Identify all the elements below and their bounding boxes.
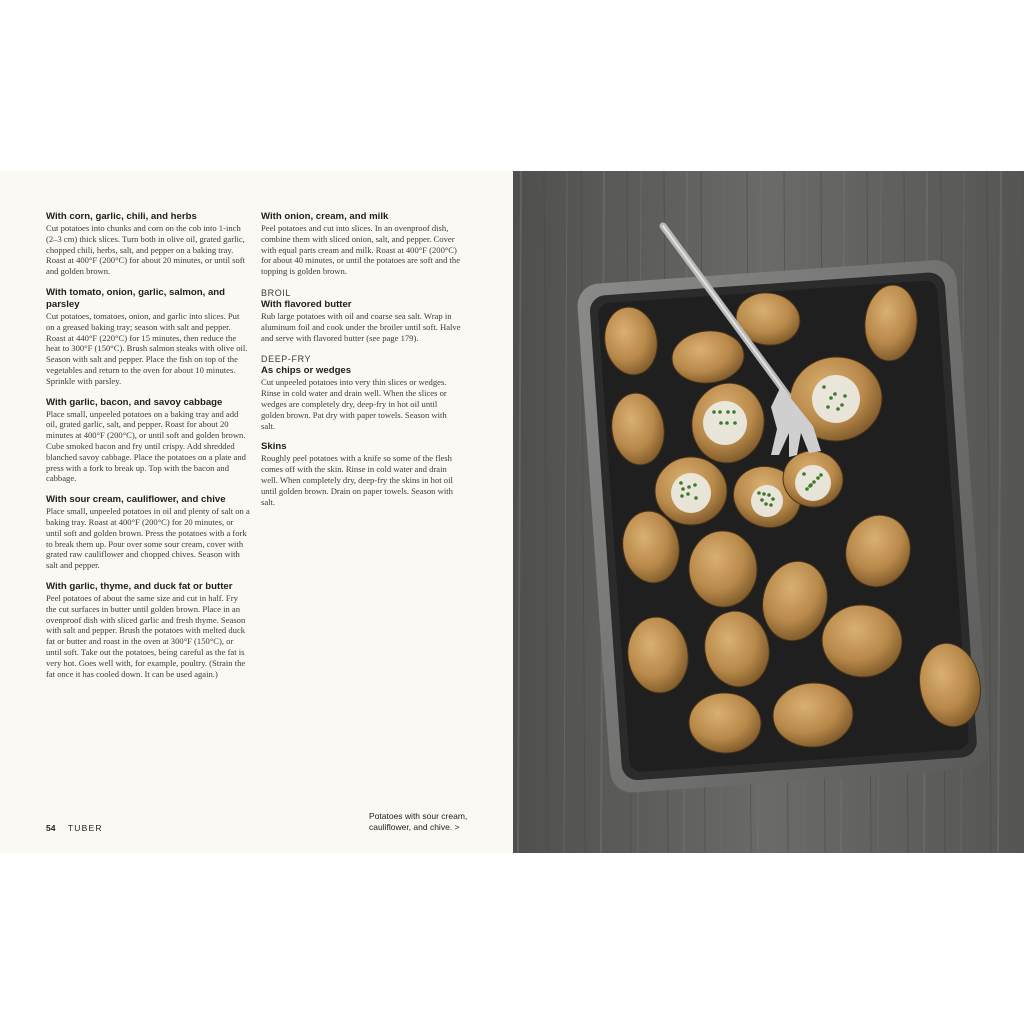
recipe-instructions: Place small, unpeeled potatoes on a baking tray and add oil, grated garlic, salt, and pepper. Roast for about 20 minutes at 400°F (200°C), or until soft and golden brown. Cube smoked bacon and fry until crispy. Add shredded blanched savoy cabbage. Place the potatoes on a plate and press with a fork to break up. Top with the bacon and cabbage. (46, 408, 246, 484)
recipe-title: With sour cream, cauliflower, and chive (46, 494, 226, 506)
recipe-instructions: Cut unpeeled potatoes into very thin slices or wedges. Rinse in cold water and drain well. When the slices or wedges are completely dry, deep-fry in hot oil until golden brown. Pat dry with paper towels. Season with salt. (261, 377, 447, 431)
recipe-block (261, 353, 461, 431)
chive-piece (687, 485, 691, 489)
page-number: 54 (46, 823, 56, 833)
chive-piece (732, 410, 736, 414)
chive-piece (681, 487, 685, 491)
chive-piece (760, 498, 764, 502)
sour-cream-topping (703, 401, 747, 445)
chive-piece (719, 421, 723, 425)
sour-cream-topping (671, 473, 711, 513)
recipe-block (46, 287, 250, 387)
chive-piece (836, 407, 840, 411)
chive-piece (725, 421, 729, 425)
recipe-instructions: Peel potatoes of about the same size and cut in half. Fry the cut surfaces in butter until golden brown. Place in an ovenproof dish with sliced garlic and fresh thyme. Season with salt and pepper. Brush the potatoes with melted duck fat or butter and roast in the oven at 300°F (150°C), or until soft. Take out the potatoes, being careful as the fat is very hot. Goes well with, for example, poultry. (Strain the fat once it has cooled down. It can be used again.) (46, 592, 246, 679)
recipe-title: With onion, cream, and milk (261, 211, 389, 222)
cooking-method-label: BROIL (261, 287, 292, 298)
chive-piece (843, 394, 847, 398)
chive-piece (757, 491, 761, 495)
chive-piece (840, 403, 844, 407)
recipe-block (261, 441, 461, 507)
recipe-instructions: Cut potatoes into chunks and corn on the cob into 1-inch (2–3 cm) thick slices. Turn both in olive oil, grated garlic, chopped chili, herbs, salt, and pepper on a baking tray. Roast at 400°F (200°C) for about 20 minutes, or until soft and golden brown. (46, 223, 246, 277)
cooking-method-label: DEEP-FRY (261, 354, 312, 365)
chive-piece (726, 410, 730, 414)
right-page-photo (513, 171, 1024, 853)
recipe-title: With tomato, onion, garlic, salmon, and parsley (46, 286, 226, 310)
photo-caption: Potatoes with sour cream, cauliflower, and chive. > (369, 811, 468, 832)
recipe-block (46, 211, 250, 277)
chive-piece (769, 503, 773, 507)
section-name: TUBER (67, 823, 103, 833)
recipe-block (46, 397, 250, 485)
sour-cream-topping (751, 485, 783, 517)
chive-piece (733, 421, 737, 425)
recipe-block (261, 287, 461, 343)
chive-piece (764, 502, 768, 506)
chive-piece (762, 492, 766, 496)
recipe-instructions: Peel potatoes and cut into slices. In an ovenproof dish, combine them with sliced onion, salt, and pepper. Cover with equal parts cream and milk. Roast at 400°F (200°C) for about 40 minutes, or until the potatoes are soft and the topping is golden brown. (261, 223, 461, 277)
chive-piece (805, 487, 809, 491)
chive-piece (822, 385, 826, 389)
recipe-block (46, 494, 250, 571)
chive-piece (819, 473, 823, 477)
column-1 (46, 211, 250, 689)
chive-piece (679, 481, 683, 485)
chive-piece (718, 410, 722, 414)
recipe-block (46, 581, 250, 679)
recipe-title: With garlic, bacon, and savoy cabbage (46, 396, 223, 408)
column-2 (261, 211, 461, 517)
recipe-block (261, 211, 461, 277)
chive-piece (680, 494, 684, 498)
recipe-title: With flavored butter (261, 298, 352, 310)
chive-piece (693, 483, 697, 487)
chive-piece (833, 392, 837, 396)
recipe-title: With garlic, thyme, and duck fat or butter (46, 580, 233, 592)
recipe-title: As chips or wedges (261, 365, 352, 377)
chive-piece (812, 480, 816, 484)
chive-piece (694, 496, 698, 500)
recipe-title: With corn, garlic, chili, and herbs (46, 211, 197, 222)
recipe-instructions: Roughly peel potatoes with a knife so some of the flesh comes off with the skin. Rinse in cold water and drain well. When completely dry, deep-fry the skins in hot oil until golden brown. Drain on paper towels. Season with salt. (261, 453, 453, 507)
book-spread (0, 171, 1024, 853)
chive-piece (802, 472, 806, 476)
recipe-title: Skins (261, 441, 287, 453)
chive-piece (816, 476, 820, 480)
left-page (0, 171, 513, 853)
chive-piece (686, 492, 690, 496)
sour-cream-topping (812, 375, 860, 423)
chive-piece (808, 484, 812, 488)
chive-piece (829, 396, 833, 400)
page-footer (46, 823, 103, 833)
chive-piece (767, 493, 771, 497)
recipe-instructions: Rub large potatoes with oil and coarse sea salt. Wrap in aluminum foil and cook under the broiler until soft. Halve and serve with flavored butter (see page 179). (261, 310, 461, 343)
chive-piece (712, 410, 716, 414)
recipe-instructions: Place small, unpeeled potatoes in oil and plenty of salt on a baking tray. Roast at 400°F (200°C) for 20 minutes, or until soft and golden brown. Press the potatoes with a fork to break them up. Pour over some sour cream, cover with grated raw cauliflower and chopped chives. Season with salt and pepper. (46, 506, 250, 571)
potatoes-photo (513, 171, 1024, 853)
chive-piece (826, 405, 830, 409)
recipe-instructions: Cut potatoes, tomatoes, onion, and garlic into slices. Put on a greased baking tray; season with salt and pepper. Roast at 440°F (220°C) for 15 minutes, then reduce the heat to 300°F (150°C). Brush salmon steaks with olive oil. Season with salt and pepper. Place the fish on top of the vegetables and return to the oven for about 10 minutes. Sprinkle with parsley. (46, 310, 248, 386)
chive-piece (771, 497, 775, 501)
